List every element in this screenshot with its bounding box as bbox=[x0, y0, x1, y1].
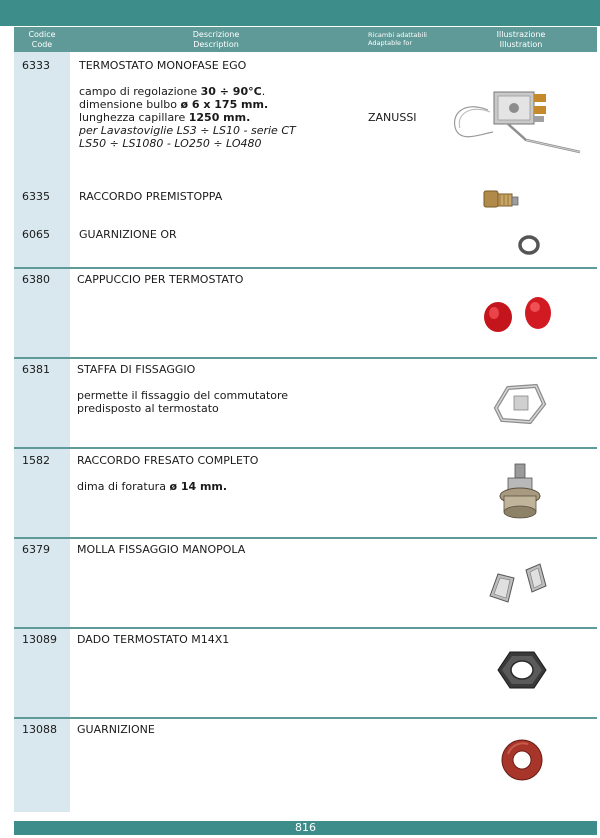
item-title: DADO TERMOSTATO M14X1 bbox=[77, 633, 230, 646]
item-description bbox=[77, 633, 229, 646]
item-detail: permette il fissaggio del commutatore bbox=[77, 389, 289, 402]
item-detail bbox=[79, 137, 296, 150]
item-description bbox=[79, 190, 222, 203]
header-code-en: Code bbox=[31, 40, 53, 49]
detail-text: lunghezza capillare bbox=[79, 111, 189, 124]
detail-italic: LS50 ÷ LS1080 - LO250 ÷ LO480 bbox=[79, 137, 262, 150]
header-adapt-it: Ricambi adattabili bbox=[368, 31, 427, 39]
item-code: 6065 bbox=[22, 228, 50, 241]
top-bar bbox=[0, 0, 600, 26]
fitting-illustration bbox=[482, 185, 522, 217]
item-code: 6335 bbox=[22, 190, 50, 203]
page-footer bbox=[14, 821, 597, 835]
code-column bbox=[14, 52, 70, 812]
item-description bbox=[79, 228, 177, 241]
table-header bbox=[14, 27, 597, 52]
detail-bold: 30 ÷ 90°C bbox=[200, 85, 262, 98]
header-code-it: Codice bbox=[28, 30, 56, 39]
row-separator bbox=[14, 357, 597, 359]
gasket-illustration bbox=[498, 736, 546, 784]
adaptable-brand: ZANUSSI bbox=[368, 111, 417, 124]
item-title: MOLLA FISSAGGIO MANOPOLA bbox=[77, 543, 246, 556]
row-separator bbox=[14, 447, 597, 449]
item-title: STAFFA DI FISSAGGIO bbox=[77, 363, 196, 376]
item-detail: predisposto al termostato bbox=[77, 402, 219, 415]
milled-fitting-illustration bbox=[496, 462, 544, 522]
thermostat-illustration bbox=[448, 80, 588, 170]
item-code: 6333 bbox=[22, 59, 50, 72]
item-detail bbox=[79, 124, 296, 137]
detail-bold: ø 14 mm. bbox=[169, 480, 228, 493]
item-description bbox=[77, 363, 288, 415]
detail-bold: ø 6 x 175 mm. bbox=[180, 98, 269, 111]
header-desc-it: Descrizione bbox=[192, 30, 240, 39]
row-separator bbox=[14, 267, 597, 269]
header-description bbox=[70, 30, 362, 50]
detail-text: dimensione bulbo bbox=[79, 98, 181, 111]
thermostat-cap-illustration bbox=[480, 293, 555, 335]
header-adaptable bbox=[368, 31, 427, 47]
item-detail bbox=[77, 480, 258, 493]
detail-italic: per Lavastoviglie LS3 ÷ LS10 - serie CT bbox=[79, 124, 296, 137]
item-description bbox=[77, 273, 243, 286]
item-title: RACCORDO PREMISTOPPA bbox=[79, 190, 223, 203]
item-code: 13088 bbox=[22, 723, 57, 736]
detail-bold: 1250 mm. bbox=[188, 111, 251, 124]
row-separator bbox=[14, 717, 597, 719]
item-title: RACCORDO FRESATO COMPLETO bbox=[77, 454, 259, 467]
detail-text: campo di regolazione bbox=[79, 85, 201, 98]
bracket-illustration bbox=[490, 378, 550, 428]
item-code: 6381 bbox=[22, 363, 50, 376]
item-detail bbox=[79, 85, 296, 98]
item-title: TERMOSTATO MONOFASE EGO bbox=[79, 59, 247, 72]
item-description bbox=[77, 454, 258, 493]
item-code: 6380 bbox=[22, 273, 50, 286]
detail-text: . bbox=[261, 85, 266, 98]
item-title: GUARNIZIONE OR bbox=[79, 228, 177, 241]
page-number: 816 bbox=[295, 821, 316, 834]
o-ring-illustration bbox=[518, 235, 540, 255]
item-code: 13089 bbox=[22, 633, 57, 646]
item-detail bbox=[79, 98, 296, 111]
header-illus-it: Illustrazione bbox=[496, 30, 546, 39]
header-illus-en: Illustration bbox=[499, 40, 543, 49]
header-desc-en: Description bbox=[193, 40, 239, 49]
row-separator bbox=[14, 627, 597, 629]
hex-nut-illustration bbox=[496, 648, 548, 692]
row-separator bbox=[14, 537, 597, 539]
item-title: GUARNIZIONE bbox=[77, 723, 155, 736]
header-code bbox=[14, 30, 70, 50]
detail-text: dima di foratura bbox=[77, 480, 170, 493]
item-code: 6379 bbox=[22, 543, 50, 556]
spring-clip-illustration bbox=[484, 560, 554, 608]
item-detail bbox=[79, 111, 296, 124]
item-description bbox=[79, 59, 296, 150]
item-description bbox=[77, 543, 245, 556]
header-adapt-en: Adaptable for bbox=[368, 39, 413, 47]
item-description bbox=[77, 723, 155, 736]
header-illustration bbox=[474, 30, 568, 50]
item-code: 1582 bbox=[22, 454, 50, 467]
item-title: CAPPUCCIO PER TERMOSTATO bbox=[77, 273, 244, 286]
